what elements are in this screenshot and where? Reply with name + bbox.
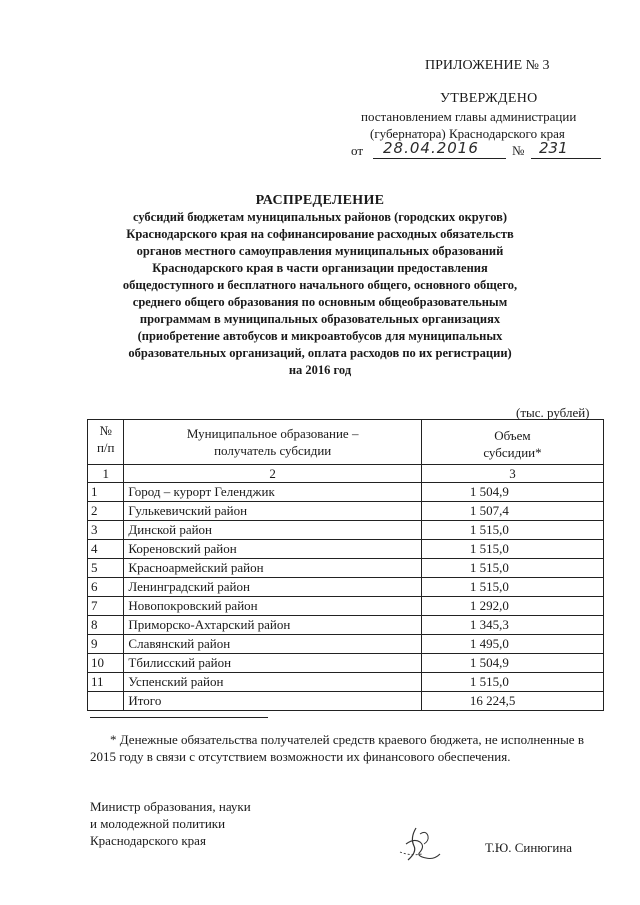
col-header-municipality: Муниципальное образование – получатель субсидии: [124, 420, 422, 465]
signer-line: Министр образования, науки: [90, 799, 251, 814]
table-row: [88, 559, 604, 578]
row-number: 5: [88, 559, 124, 578]
row-number: 7: [88, 597, 124, 616]
subtitle-line: программам в муниципальных образовательных организациях: [139, 312, 501, 326]
subtitle-line: общедоступного и бесплатного начального общего, основного общего,: [122, 278, 518, 292]
decree-number: 231: [539, 139, 568, 157]
number-underline: [531, 158, 601, 159]
row-value: 1 507,4: [421, 502, 603, 521]
table-row: [88, 597, 604, 616]
signer-line: Краснодарского края: [90, 833, 206, 848]
document-title: РАСПРЕДЕЛЕНИЕ: [255, 193, 385, 208]
table-row: [88, 578, 604, 597]
row-number: 3: [88, 521, 124, 540]
row-number: 2: [88, 502, 124, 521]
subtitle-line: среднего общего образования по основным общеобразовательным: [132, 295, 508, 309]
decree-date: 28.04.2016: [383, 139, 479, 157]
row-municipality: Успенский район: [124, 673, 422, 692]
index-cell: 1: [88, 465, 124, 483]
footnote-rule: [90, 717, 268, 718]
column-index-row: [88, 465, 604, 483]
subtitle-line: на 2016 год: [288, 363, 352, 377]
table-row: [88, 521, 604, 540]
total-number-cell: [88, 692, 124, 711]
document-subtitle: [90, 209, 550, 379]
row-value: 1 515,0: [421, 673, 603, 692]
row-municipality: Кореновский район: [124, 540, 422, 559]
footnote-text: * Денежные обязательства получателей средств краевого бюджета, не исполненные в 2015 году в связи с отсутствием возможности их финансового обеспечения.: [90, 732, 584, 764]
table-row: [88, 673, 604, 692]
decree-line-1: постановлением главы администрации: [361, 109, 577, 124]
table-row: [88, 540, 604, 559]
table-row: [88, 616, 604, 635]
row-value: 1 345,3: [421, 616, 603, 635]
row-municipality: Приморско-Ахтарский район: [124, 616, 422, 635]
col-header-volume: Объем субсидии*: [421, 420, 603, 465]
row-number: 11: [88, 673, 124, 692]
total-row: [88, 692, 604, 711]
table-row: [88, 654, 604, 673]
row-number: 10: [88, 654, 124, 673]
decree-date-number: [351, 139, 601, 163]
row-value: 1 515,0: [421, 540, 603, 559]
subtitle-line: органов местного самоуправления муниципальных образований: [136, 244, 504, 258]
row-value: 1 515,0: [421, 578, 603, 597]
row-municipality: Гулькевичский район: [124, 502, 422, 521]
col-header-number: № п/п: [88, 420, 124, 465]
signer-position: [90, 798, 251, 849]
decree-line-2: (губернатора) Краснодарского края: [370, 126, 565, 141]
subtitle-line: Краснодарского края на софинансирование расходных обязательств: [126, 227, 514, 241]
row-number: 6: [88, 578, 124, 597]
total-value: 16 224,5: [421, 692, 603, 711]
row-municipality: Ленинградский район: [124, 578, 422, 597]
row-municipality: Красноармейский район: [124, 559, 422, 578]
subtitle-line: Краснодарского края в части организации предоставления: [152, 261, 488, 275]
date-underline: [373, 158, 506, 159]
row-value: 1 515,0: [421, 559, 603, 578]
row-number: 8: [88, 616, 124, 635]
row-number: 1: [88, 483, 124, 502]
table-header-row: [88, 420, 604, 465]
subtitle-line: субсидий бюджетам муниципальных районов (городских округов): [132, 210, 508, 224]
row-value: 1 515,0: [421, 521, 603, 540]
signature-image: [398, 822, 448, 866]
approved-stamp: УТВЕРЖДЕНО: [440, 91, 538, 106]
row-value: 1 504,9: [421, 483, 603, 502]
subtitle-line: (приобретение автобусов и микроавтобусов для муниципальных: [137, 329, 503, 343]
number-label: №: [512, 143, 525, 158]
subsidy-table: [87, 419, 604, 711]
row-municipality: Славянский район: [124, 635, 422, 654]
row-number: 4: [88, 540, 124, 559]
from-label: от: [351, 143, 364, 158]
annex-number: ПРИЛОЖЕНИЕ № 3: [425, 58, 550, 73]
table-row: [88, 502, 604, 521]
row-municipality: Динской район: [124, 521, 422, 540]
signer-name: Т.Ю. Синюгина: [485, 840, 573, 855]
row-number: 9: [88, 635, 124, 654]
subtitle-line: образовательных организаций, оплата расходов по их регистрации): [128, 346, 512, 360]
row-municipality: Тбилисский район: [124, 654, 422, 673]
table-row: [88, 483, 604, 502]
total-label: Итого: [124, 692, 422, 711]
row-value: 1 504,9: [421, 654, 603, 673]
table-row: [88, 635, 604, 654]
row-municipality: Город – курорт Геленджик: [124, 483, 422, 502]
row-municipality: Новопокровский район: [124, 597, 422, 616]
signer-line: и молодежной политики: [90, 816, 226, 831]
index-cell: 3: [421, 465, 603, 483]
row-value: 1 495,0: [421, 635, 603, 654]
units-label: (тыс. рублей): [516, 405, 590, 420]
row-value: 1 292,0: [421, 597, 603, 616]
index-cell: 2: [124, 465, 422, 483]
